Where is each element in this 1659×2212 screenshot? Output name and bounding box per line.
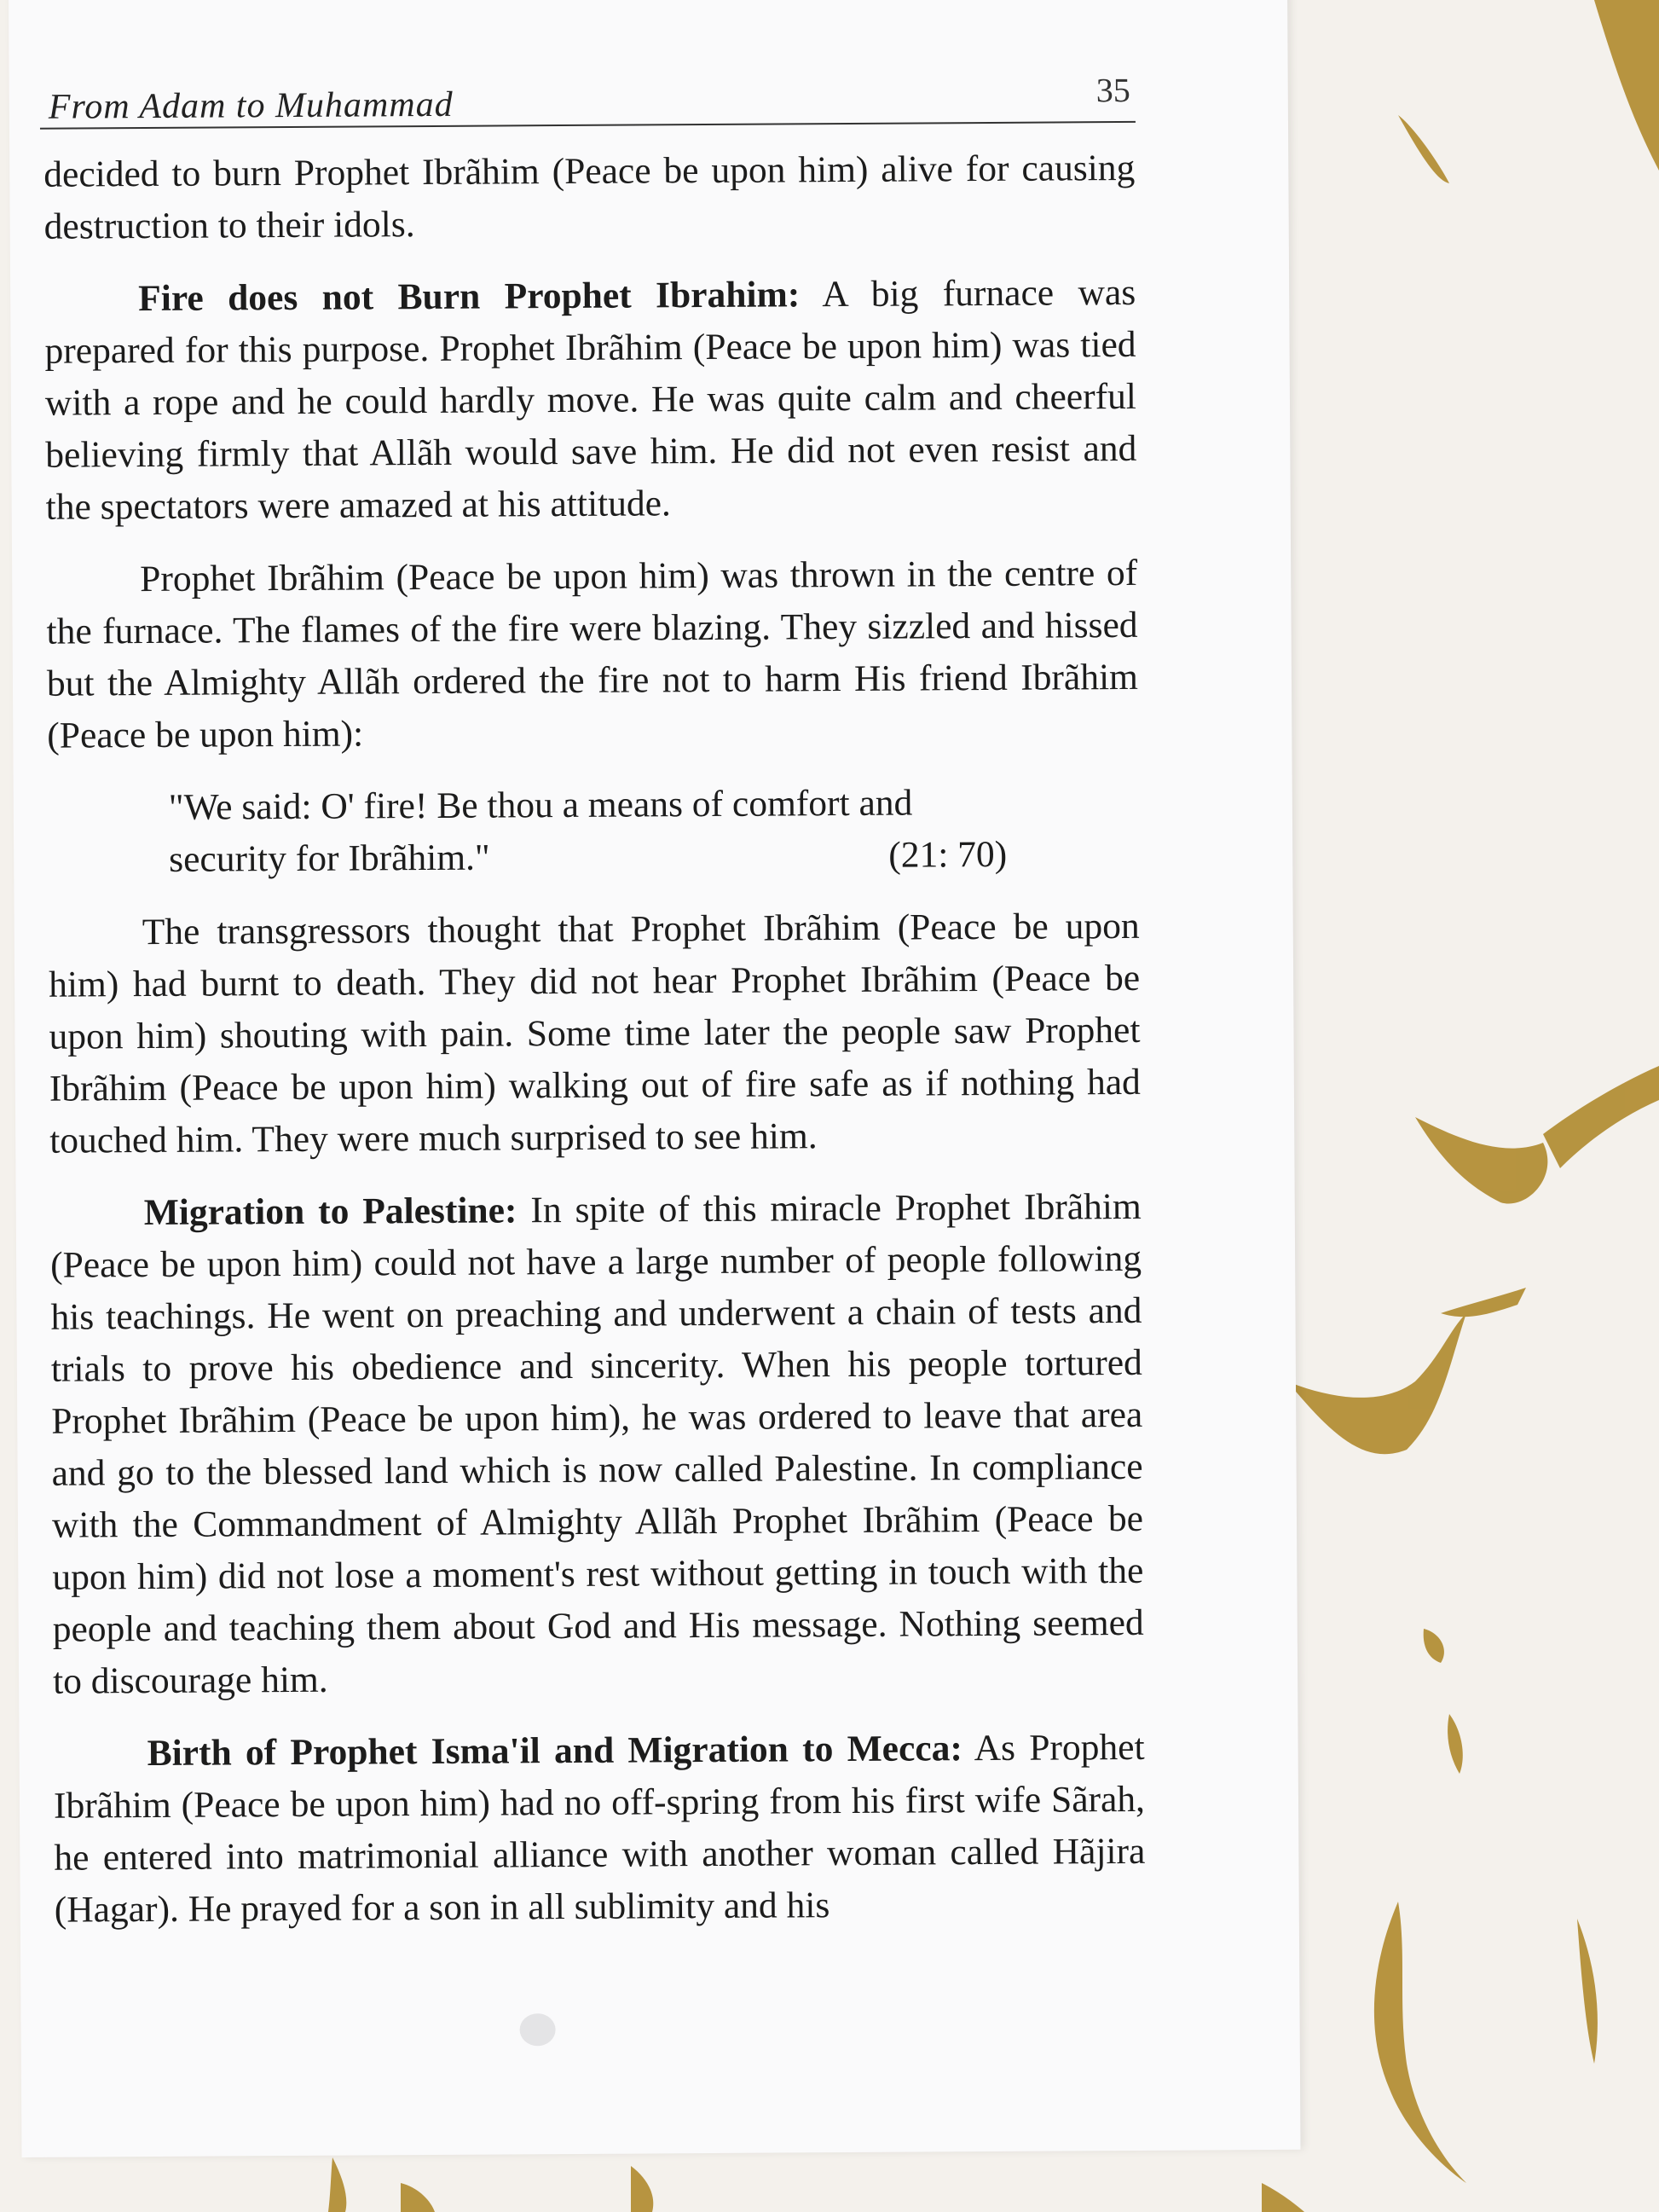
running-title: From Adam to Muhammad: [48, 84, 454, 127]
section-heading-birth: Birth of Prophet Isma'il and Migration to Mecca:: [147, 1728, 962, 1775]
page-body: [43, 142, 1146, 1957]
section-heading-fire: Fire does not Burn Prophet Ibrahim:: [138, 274, 801, 320]
paragraph-thrown: Prophet Ibrãhim (Peace be upon him) was thrown in the centre of the furnace. The flames of the fire were blazing. They sizzled and hissed but the Almighty Allãh ordered the fire not to harm His friend Ibrãhim (Peace be upon him):: [46, 552, 1139, 756]
book-page: [9, 0, 1300, 2157]
paper-smudge: [519, 2013, 555, 2046]
paragraph-birth: [53, 1722, 1145, 1937]
paragraph-fire: [44, 267, 1137, 534]
quote-line-2: security for Ibrãhim.": [169, 837, 490, 880]
paragraph-migration-text: In spite of this miracle Prophet Ibrãhim (Peace be upon him) could not have a large number of people following his teachings. He went on preaching and underwent a chain of tests and trials to prove his obedience and sincerity. When his people tortured Prophet Ibrãhim (Peace be upon him), he was ordered to leave that area and go to the blessed land which is now called Palestine. In compliance with the Commandment of Almighty Allãh Prophet Ibrãhim (Peace be upon him) did not lose a moment's rest without getting in touch with the people and teaching them about God and His message. Nothing seemed to discourage him.: [49, 1185, 1144, 1702]
paragraph-migration: [50, 1181, 1145, 1708]
quote-reference: (21: 70): [888, 833, 1008, 876]
running-header: [40, 70, 1136, 130]
section-heading-migration: Migration to Palestine:: [143, 1190, 517, 1234]
paragraph-continuation: decided to burn Prophet Ibrãhim (Peace be upon him) alive for causing destruction to their idols.: [43, 147, 1136, 247]
paragraph-transgressors: The transgressors thought that Prophet Ibrãhim (Peace be upon him) had burnt to death. They did not hear Prophet Ibrãhim (Peace be upon him) shouting with pain. Some time later the people saw Prophet Ibrãhim (Peace be upon him) walking out of fire safe as if nothing had touched him. They were much surprised to see him.: [48, 905, 1141, 1161]
page-number: 35: [1095, 70, 1130, 110]
quote-line-1: "We said: O' fire! Be thou a means of comfort and: [168, 782, 913, 828]
quran-quote: [48, 776, 1140, 887]
paragraph-birth-text: As Prophet Ibrãhim (Peace be upon him) had no off-spring from his first wife Sãrah, he entered into matrimonial alliance with another woman called Hãjira (Hagar). He prayed for a son in all sublimity and his: [53, 1726, 1146, 1931]
paragraph-fire-text: A big furnace was prepared for this purpose. Prophet Ibrãhim (Peace be upon him) was tied with a rope and he could hardly move. He was quite calm and cheerful believing firmly that Allãh would save him. He did not even resist and the spectators were amazed at his attitude.: [44, 271, 1137, 528]
